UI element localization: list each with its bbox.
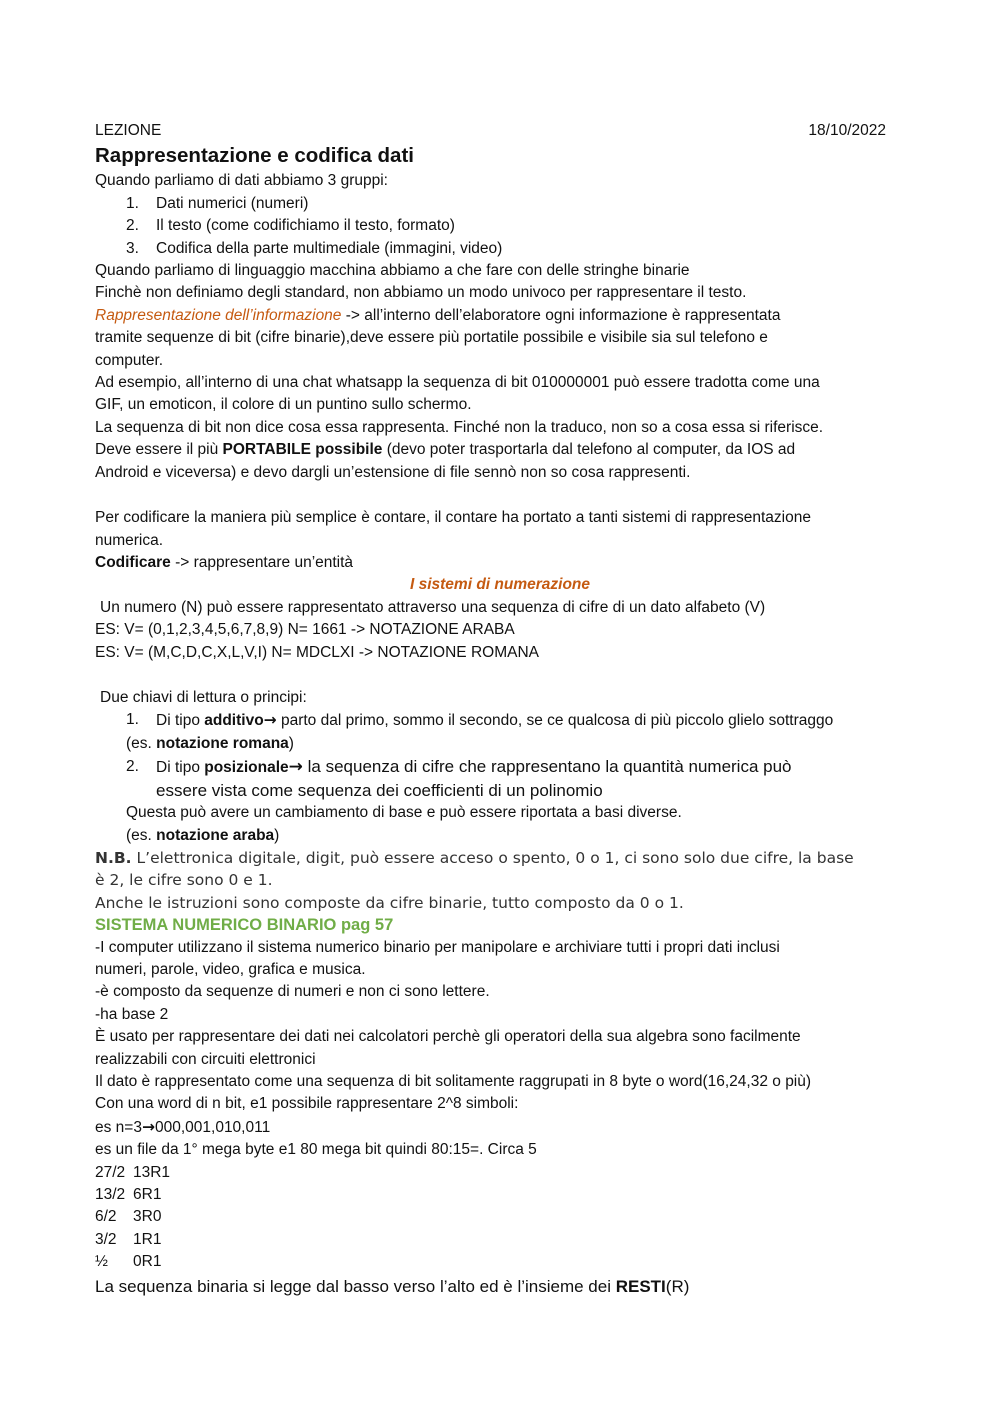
- paragraph: [95, 305, 905, 327]
- division-result: 13R1: [133, 1163, 171, 1181]
- list-subline: [95, 733, 905, 755]
- list-item: [95, 755, 905, 779]
- text-span: Di tipo: [156, 712, 205, 730]
- paragraph-line: numerica.: [95, 531, 164, 549]
- division-row: [95, 1251, 905, 1273]
- paragraph: Ad esempio, all’interno di una chat whatsapp la sequenza di bit 010000001 può essere tradotta come una: [95, 374, 820, 392]
- division-operand: 6/2: [95, 1208, 117, 1226]
- paragraph: -ha base 2: [95, 1005, 169, 1023]
- text-span: (es.: [126, 826, 157, 844]
- bold-text: PORTABILE possibile: [222, 441, 383, 459]
- list-subline: essere vista come sequenza dei coefficienti di un polinomio: [156, 781, 603, 801]
- bold-text: notazione araba: [156, 826, 275, 844]
- paragraph: -è composto da sequenze di numeri e non ci sono lettere.: [95, 983, 490, 1001]
- division-result: 6R1: [133, 1186, 162, 1204]
- division-operand: 27/2: [95, 1163, 126, 1181]
- paragraph: Per codificare la maniera più semplice è contare, il contare ha portato a tanti sistemi di rappresentazione: [95, 509, 811, 527]
- division-operand: 13/2: [95, 1186, 126, 1204]
- arrow-icon: →: [288, 757, 303, 778]
- arrow-icon: →: [263, 711, 277, 730]
- division-result: 1R1: [133, 1230, 162, 1248]
- paragraph: Il dato è rappresentato come una sequenza di bit solitamente raggrupati in 8 byte o word(16,24,32 o più): [95, 1073, 812, 1091]
- section-heading: I sistemi di numerazione: [409, 576, 591, 594]
- list-subline: Questa può avere un cambiamento di base e può essere riportata a basi diverse.: [126, 804, 682, 822]
- paragraph-line: tramite sequenze di bit (cifre binarie),deve essere più portatile possibile e visibile sia sul telefono e: [95, 329, 768, 347]
- list-item: [95, 709, 905, 732]
- paragraph: La sequenza di bit non dice cosa essa rappresenta. Finché non la traduco, non so a cosa essa si riferisce.: [95, 418, 824, 436]
- text-span: (R): [665, 1276, 690, 1296]
- bold-text: RESTI: [615, 1276, 666, 1296]
- list-text: Dati numerici (numeri): [156, 194, 309, 212]
- text-span: parto dal primo, sommo il secondo, se ce qualcosa di più piccolo glielo sottraggo: [276, 712, 834, 730]
- text-span: ): [288, 734, 294, 752]
- document-page: [95, 120, 905, 1300]
- list-subline: [95, 825, 905, 847]
- list-item: [95, 238, 905, 260]
- bold-text: Codificare: [95, 553, 171, 571]
- list-number: 3.: [126, 239, 139, 257]
- paragraph: Finchè non definiamo degli standard, non abbiamo un modo univoco per rappresentare il testo.: [95, 284, 747, 302]
- text-span: es n=3: [95, 1118, 142, 1136]
- example-line: ES: V= (M,C,D,C,X,L,V,I) N= MDCLXI -> NOTAZIONE ROMANA: [95, 643, 539, 661]
- bold-text: additivo: [204, 712, 264, 730]
- division-operand: 3/2: [95, 1230, 117, 1248]
- division-row: [95, 1206, 905, 1228]
- paragraph: Un numero (N) può essere rappresentato attraverso una sequenza di cifre di un dato alfabeto (V): [100, 598, 766, 616]
- list-item: [95, 193, 905, 215]
- note-paragraph: [95, 847, 905, 869]
- example-line: ES: V= (0,1,2,3,4,5,6,7,8,9) N= 1661 -> NOTAZIONE ARABA: [95, 621, 515, 639]
- paragraph: [95, 1274, 905, 1300]
- list-text: Codifica della parte multimediale (immagini, video): [156, 239, 503, 257]
- lesson-date: 18/10/2022: [808, 122, 886, 139]
- spacer: [95, 664, 905, 687]
- text-span: (es.: [126, 734, 157, 752]
- section-heading: SISTEMA NUMERICO BINARIO pag 57: [95, 916, 394, 935]
- text-span: (devo poter trasportarla dal telefono al computer, da IOS ad: [382, 441, 796, 459]
- page-title: Rappresentazione e codifica dati: [95, 144, 414, 168]
- text-span: -> rappresentare un’entità: [170, 553, 354, 571]
- paragraph: È usato per rappresentare dei dati nei calcolatori perchè gli operatori della sua algebra sono facilmente: [95, 1028, 801, 1046]
- paragraph-line: numeri, parole, video, grafica e musica.: [95, 961, 366, 978]
- text-span: la sequenza di cifre che rappresentano la quantità numerica può: [302, 757, 792, 777]
- paragraph-line: realizzabili con circuiti elettronici: [95, 1050, 316, 1068]
- text-span: 000,001,010,011: [154, 1118, 271, 1136]
- division-operand: ½: [95, 1253, 108, 1271]
- paragraph: Due chiavi di lettura o principi:: [100, 688, 307, 706]
- paragraph: Quando parliamo di linguaggio macchina abbiamo a che fare con delle stringhe binarie: [95, 262, 690, 280]
- note-line: è 2, le cifre sono 0 e 1.: [95, 871, 273, 890]
- paragraph: es un file da 1° mega byte e1 80 mega bit quindi 80:15=. Circa 5: [95, 1141, 537, 1159]
- paragraph: [95, 1116, 905, 1139]
- division-row: [95, 1184, 905, 1206]
- division-result: 0R1: [133, 1253, 162, 1271]
- text-span: L’elettronica digitale, digit, può essere acceso o spento, 0 o 1, ci sono solo due cifre, la base: [131, 848, 854, 867]
- paragraph-line: GIF, un emoticon, il colore di un puntino sullo schermo.: [95, 396, 472, 414]
- bold-text: N.B.: [95, 848, 132, 867]
- division-row: [95, 1229, 905, 1251]
- paragraph-line: computer.: [95, 351, 164, 369]
- paragraph: [95, 439, 905, 461]
- text-span: ): [274, 826, 280, 844]
- header-row: [95, 120, 886, 142]
- text-span: La sequenza binaria si legge dal basso verso l’alto ed è l’insieme dei: [95, 1276, 616, 1296]
- text-span: Di tipo: [156, 759, 205, 777]
- spacer: [95, 484, 905, 507]
- text-span: Deve essere il più: [95, 441, 223, 459]
- paragraph: Con una word di n bit, e1 possibile rappresentare 2^8 simboli:: [95, 1095, 519, 1113]
- bold-text: posizionale: [204, 759, 289, 777]
- paragraph: -I computer utilizzano il sistema numerico binario per manipolare e archiviare tutti i propri dati inclusi: [95, 938, 780, 956]
- list-number: 2.: [126, 758, 139, 776]
- division-result: 3R0: [133, 1208, 162, 1226]
- list-number: 2.: [126, 217, 139, 235]
- bold-text: notazione romana: [156, 734, 289, 752]
- division-row: [95, 1162, 905, 1184]
- note-line: Anche le istruzioni sono composte da cifre binarie, tutto composto da 0 o 1.: [95, 893, 684, 912]
- paragraph: [95, 552, 905, 574]
- text-span: -> all’interno dell’elaboratore ogni informazione è rappresentata: [341, 306, 781, 324]
- list-text: Il testo (come codifichiamo il testo, formato): [156, 217, 455, 235]
- paragraph: Quando parliamo di dati abbiamo 3 gruppi:: [95, 172, 388, 190]
- list-item: [95, 215, 905, 237]
- list-number: 1.: [126, 194, 139, 212]
- arrow-icon: →: [141, 1117, 155, 1136]
- lesson-label: LEZIONE: [95, 122, 162, 139]
- paragraph-line: Android e viceversa) e devo dargli un’estensione di file sennò non so cosa rappresenti.: [95, 463, 691, 481]
- list-number: 1.: [126, 711, 139, 729]
- highlighted-term: Rappresentazione dell’informazione: [95, 306, 342, 324]
